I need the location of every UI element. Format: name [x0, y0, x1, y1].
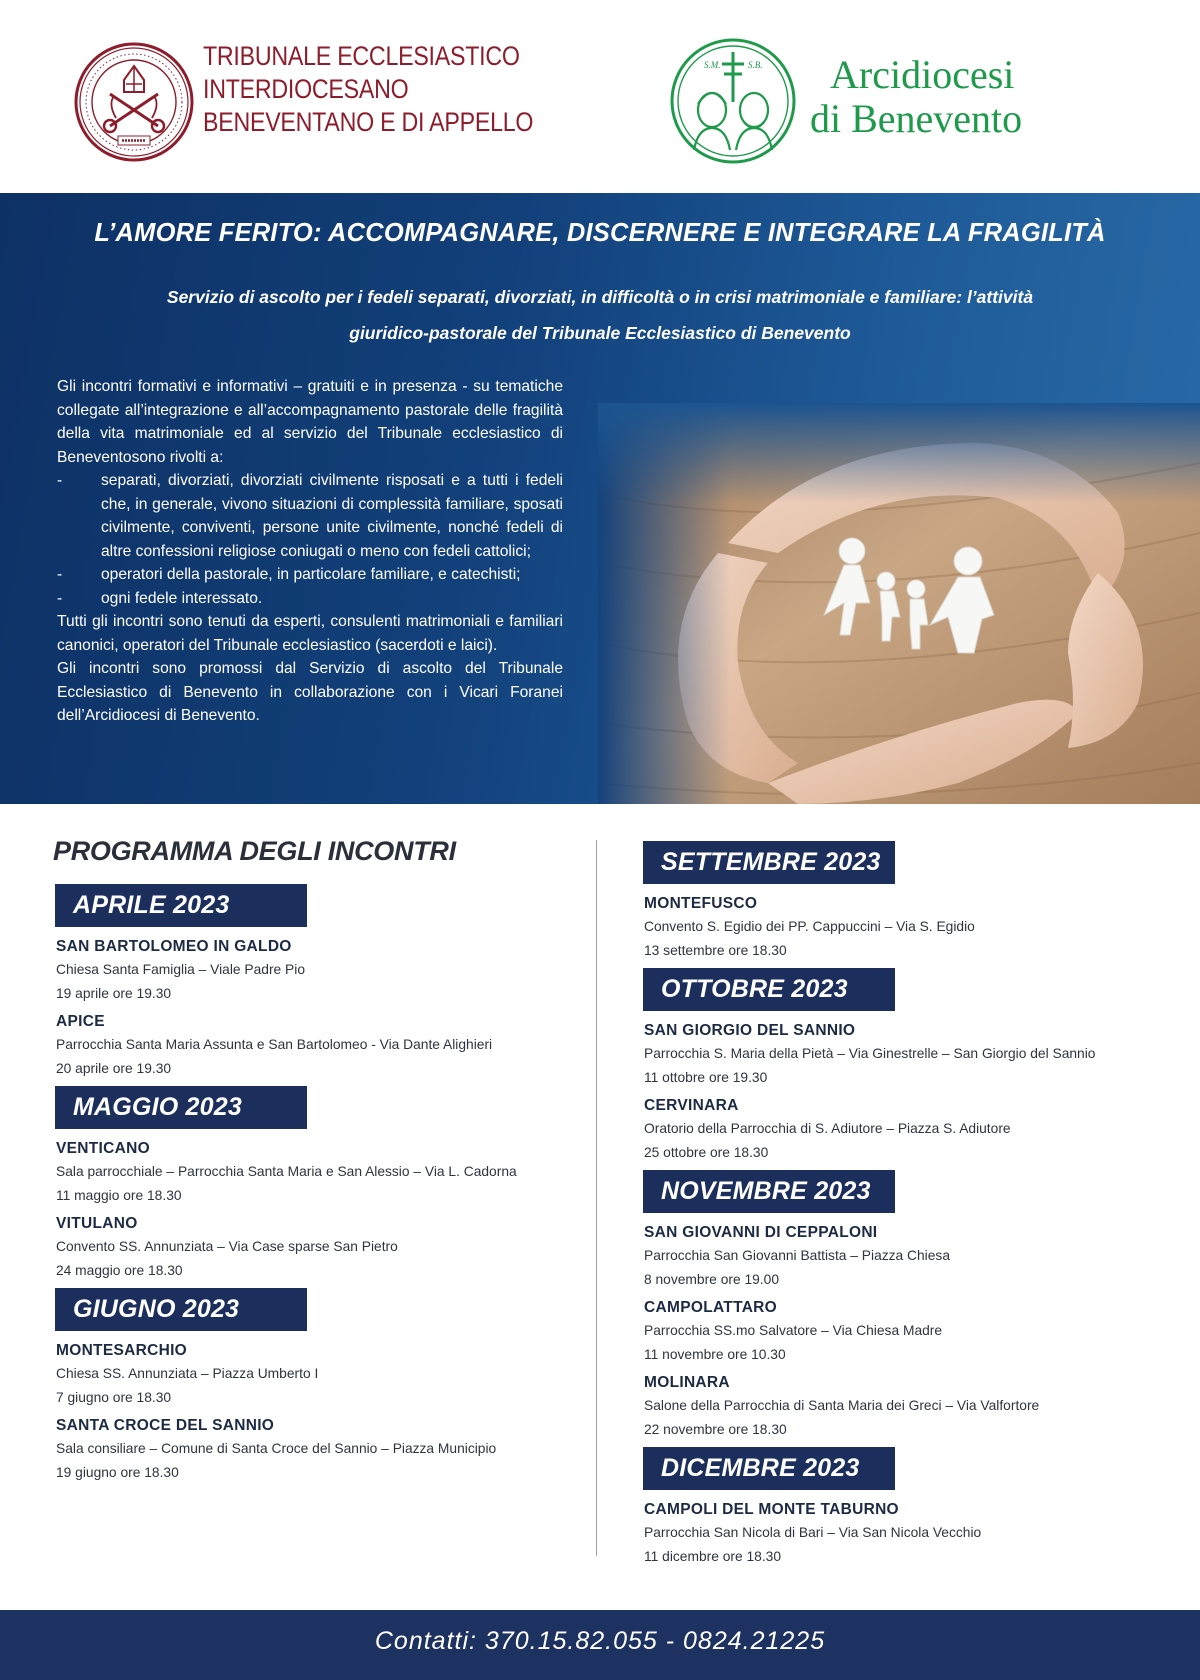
event-item: [644, 1095, 1164, 1164]
svg-text:S.M.: S.M.: [704, 60, 721, 70]
event-item: [644, 1372, 1164, 1441]
event-datetime: 11 novembre ore 10.30: [644, 1347, 786, 1362]
family-hands-photo: [598, 403, 1200, 804]
event-item: [56, 1340, 576, 1409]
event-place: VENTICANO: [56, 1140, 150, 1157]
event-item: [644, 1297, 1164, 1366]
event-datetime: 8 novembre ore 19.00: [644, 1272, 779, 1287]
event-item: [644, 893, 1164, 962]
event-location: Salone della Parrocchia di Santa Maria dei Greci – Via Valfortore: [644, 1398, 1040, 1413]
event-item: [644, 1020, 1164, 1089]
month-header: OTTOBRE 2023: [643, 968, 895, 1011]
arcidiocesi-name: [810, 53, 1022, 141]
arcidiocesi-line-2: di Benevento: [810, 96, 1023, 141]
event-subtitle-line-1: Servizio di ascolto per i fedeli separati, divorziati, in difficoltà o in crisi matrimoniale e familiare: l’attività: [166, 287, 1034, 307]
event-place: SAN GIORGIO DEL SANNIO: [644, 1022, 856, 1039]
list-dash: -: [57, 589, 63, 607]
event-location: Convento S. Egidio dei PP. Cappuccini – Via S. Egidio: [644, 919, 975, 934]
intro-band: [0, 193, 1200, 804]
event-datetime: 22 novembre ore 18.30: [644, 1422, 787, 1437]
event-place: APICE: [56, 1013, 105, 1030]
experts-paragraph: Tutti gli incontri sono tenuti da esperti, consulenti matrimoniali e familiari canonici, operatori del Tribunale ecclesiastico (sacerdoti e laici).: [57, 613, 563, 654]
program-column-right: [644, 841, 1164, 1574]
audience-item: [57, 563, 563, 587]
event-item: [644, 1499, 1164, 1568]
event-location: Parrocchia San Nicola di Bari – Via San Nicola Vecchio: [644, 1525, 982, 1540]
audience-item: [57, 469, 563, 563]
month-header: NOVEMBRE 2023: [643, 1170, 895, 1213]
list-dash: -: [57, 472, 63, 489]
event-datetime: 19 aprile ore 19.30: [56, 986, 172, 1001]
tribunale-seal-logo: [74, 42, 194, 162]
event-location: Parrocchia Santa Maria Assunta e San Bartolomeo - Via Dante Alighieri: [56, 1037, 493, 1052]
event-location: Chiesa Santa Famiglia – Viale Padre Pio: [56, 962, 305, 977]
event-place: MOLINARA: [644, 1374, 730, 1391]
intro-text: [57, 375, 563, 728]
month-header: APRILE 2023: [55, 884, 307, 927]
event-item: [56, 1011, 576, 1080]
promoters-paragraph: Gli incontri sono promossi dal Servizio di ascolto del Tribunale Ecclesiastico di Benevento in collaborazione con i Vicari Foranei dell’Arcidiocesi di Benevento.: [57, 660, 563, 724]
event-location: Oratorio della Parrocchia di S. Adiutore – Piazza S. Adiutore: [644, 1121, 1011, 1136]
event-place: SANTA CROCE DEL SANNIO: [56, 1417, 275, 1434]
arcidiocesi-line-1: Arcidiocesi: [830, 52, 1015, 97]
event-place: MONTESARCHIO: [56, 1342, 188, 1359]
program-column-left: [56, 884, 576, 1490]
event-location: Parrocchia S. Maria della Pietà – Via Ginestrelle – San Giorgio del Sannio: [644, 1046, 1096, 1061]
month-header: GIUGNO 2023: [55, 1288, 307, 1331]
audience-item: [57, 587, 563, 611]
event-place: CAMPOLATTARO: [644, 1299, 778, 1316]
event-datetime: 11 maggio ore 18.30: [56, 1188, 182, 1203]
page-header: [0, 0, 1200, 192]
event-place: VITULANO: [56, 1215, 138, 1232]
tribunale-name: [203, 40, 534, 139]
event-title: L’AMORE FERITO: ACCOMPAGNARE, DISCERNERE E INTEGRARE LA FRAGILITÀ: [94, 219, 1106, 247]
event-place: MONTEFUSCO: [644, 895, 758, 912]
audience-item-text: separati, divorziati, divorziati civilmente risposati e a tutti i fedeli che, in generale, vivono situazioni di complessità familiare, sposati civilmente, conviventi, persone unite civilmente, nonché fedeli di altre confessioni religiose coniugati o meno con fedeli cattolici;: [101, 472, 563, 560]
event-datetime: 20 aprile ore 19.30: [56, 1061, 172, 1076]
event-location: Parrocchia SS.mo Salvatore – Via Chiesa Madre: [644, 1323, 943, 1338]
tribunale-line-2: INTERDIOCESANO: [203, 74, 409, 104]
tribunale-line-1: TRIBUNALE ECCLESIASTICO: [203, 41, 520, 71]
contacts-footer: [0, 1610, 1200, 1680]
column-divider: [596, 840, 597, 1556]
month-header: DICEMBRE 2023: [643, 1447, 895, 1490]
event-subtitle-line-2: giuridico-pastorale del Tribunale Ecclesiastico di Benevento: [349, 323, 851, 343]
event-location: Sala parrocchiale – Parrocchia Santa Maria e San Alessio – Via L. Cadorna: [56, 1164, 517, 1179]
event-location: Parrocchia San Giovanni Battista – Piazza Chiesa: [644, 1248, 950, 1263]
event-datetime: 11 ottobre ore 19.30: [644, 1070, 768, 1085]
event-place: SAN BARTOLOMEO IN GALDO: [56, 938, 292, 955]
event-datetime: 11 dicembre ore 18.30: [644, 1549, 782, 1564]
event-place: CAMPOLI DEL MONTE TABURNO: [644, 1501, 899, 1518]
event-item: [56, 1213, 576, 1282]
event-location: Convento SS. Annunziata – Via Case sparse San Pietro: [56, 1239, 398, 1254]
event-datetime: 7 giugno ore 18.30: [56, 1390, 172, 1405]
audience-item-text: operatori della pastorale, in particolare familiare, e catechisti;: [101, 566, 521, 583]
event-item: [56, 1415, 576, 1484]
event-location: Sala consiliare – Comune di Santa Croce del Sannio – Piazza Municipio: [56, 1441, 497, 1456]
svg-text:S.B.: S.B.: [748, 60, 763, 70]
event-item: [644, 1222, 1164, 1291]
month-header: SETTEMBRE 2023: [643, 841, 895, 884]
event-datetime: 25 ottobre ore 18.30: [644, 1145, 769, 1160]
event-location: Chiesa SS. Annunziata – Piazza Umberto I: [56, 1366, 319, 1381]
event-subtitle: [70, 279, 1130, 351]
intro-paragraph: Gli incontri formativi e informativi – gratuiti e in presenza - su tematiche collegate all’integrazione e all’accompagnamento pastorale delle fragilità della vita matrimoniale ed al servizio del Tribunale ecclesiastico di Beneventosono rivolti a:: [57, 378, 563, 466]
event-place: CERVINARA: [644, 1097, 739, 1114]
event-place: SAN GIOVANNI DI CEPPALONI: [644, 1224, 878, 1241]
contacts-text: Contatti: 370.15.82.055 - 0824.21225: [374, 1627, 826, 1655]
event-datetime: 19 giugno ore 18.30: [56, 1465, 179, 1480]
event-item: [56, 936, 576, 1005]
event-item: [56, 1138, 576, 1207]
audience-item-text: ogni fedele interessato.: [101, 589, 263, 607]
program-title: PROGRAMMA DEGLI INCONTRI: [53, 836, 456, 866]
arcidiocesi-seal-logo: [670, 38, 796, 164]
list-dash: -: [57, 566, 63, 583]
month-header: MAGGIO 2023: [55, 1086, 307, 1129]
event-datetime: 13 settembre ore 18.30: [644, 943, 787, 958]
event-datetime: 24 maggio ore 18.30: [56, 1263, 183, 1278]
tribunale-line-3: BENEVENTANO E DI APPELLO: [203, 107, 534, 137]
